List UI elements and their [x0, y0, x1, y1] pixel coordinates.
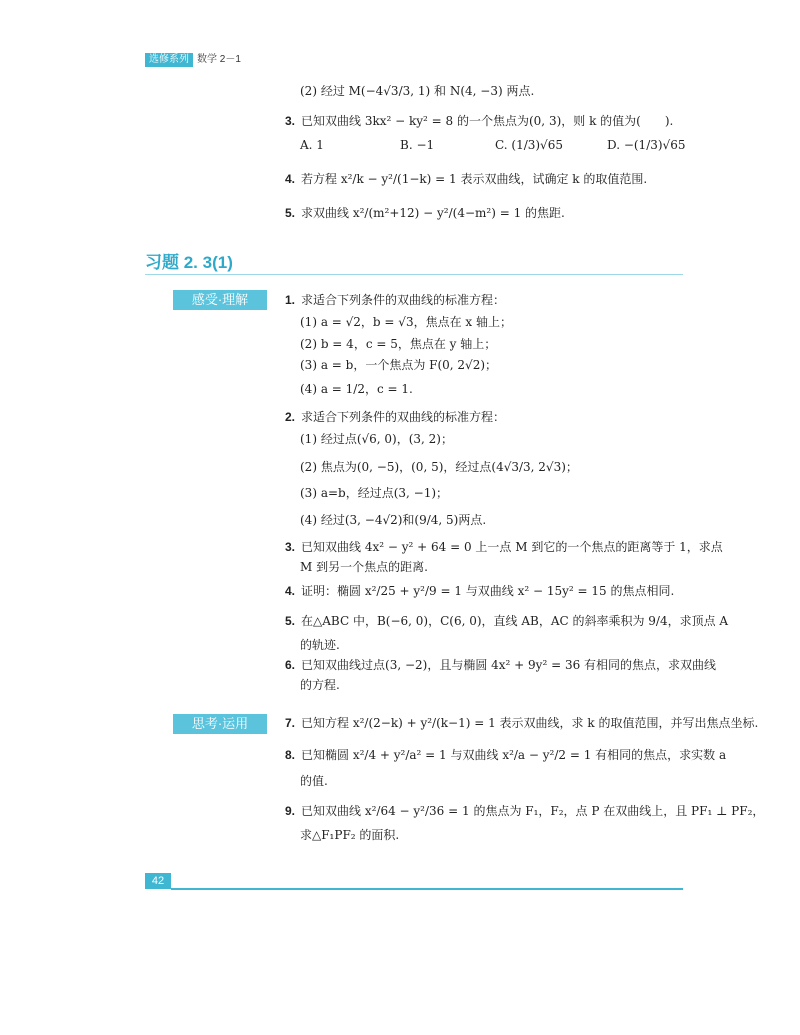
footer-divider: [171, 888, 683, 890]
exercise-text: 已知椭圆 x²/4 + y²/a² = 1 与双曲线 x²/a − y²/2 = 1 有相同的焦点，求实数 a: [301, 748, 727, 762]
option-b: B. −1: [400, 138, 435, 152]
exercise-9: [285, 802, 764, 820]
exercise-number: 4.: [285, 584, 296, 598]
exercise-4: [285, 582, 674, 600]
badge-understanding: 感受·理解: [173, 290, 267, 310]
question-number: 3.: [285, 114, 296, 128]
exercise-3-cont: M 到另一个焦点的距离.: [300, 560, 428, 574]
subject-label: 数学 2－1: [197, 54, 241, 65]
exercise-1-item: (3) a = b，一个焦点为 F(0, 2√2)；: [300, 358, 498, 372]
exercise-1-item: (4) a = 1/2，c = 1.: [300, 382, 413, 396]
exercise-text: 已知双曲线 x²/64 − y²/36 = 1 的焦点为 F₁，F₂，点 P 在双曲线上，且 PF₁ ⊥ PF₂，: [301, 804, 765, 818]
exercise-number: 3.: [285, 540, 296, 554]
exercise-number: 7.: [285, 716, 296, 730]
exercise-2: [285, 408, 505, 426]
exercise-6: [285, 656, 716, 674]
exercise-number: 6.: [285, 658, 296, 672]
top-item-2: (2) 经过 M(−4√3/3, 1) 和 N(4, −3) 两点.: [300, 84, 535, 98]
badge-application: 思考·运用: [173, 714, 267, 734]
exercise-number: 9.: [285, 804, 296, 818]
exercise-1-item: (2) b = 4，c = 5，焦点在 y 轴上；: [300, 337, 497, 351]
option-d: D. −(1/3)√65: [607, 138, 686, 152]
question-number: 4.: [285, 172, 296, 186]
option-c: C. (1/3)√65: [495, 138, 563, 152]
question-3-options: [300, 136, 685, 154]
exercise-text: 证明：椭圆 x²/25 + y²/9 = 1 与双曲线 x² − 15y² = 15 的焦点相同.: [301, 584, 675, 598]
exercise-2-item: (3) a=b，经过点(3, −1)；: [300, 486, 449, 500]
exercise-1-item: (1) a = √2，b = √3，焦点在 x 轴上；: [300, 315, 512, 329]
exercise-1: [285, 291, 505, 309]
exercise-5-cont: 的轨迹.: [300, 638, 340, 652]
section-divider: [145, 274, 683, 275]
exercise-9-cont: 求△F₁PF₂ 的面积.: [300, 828, 400, 842]
exercise-8: [285, 746, 726, 764]
question-4: [285, 170, 647, 188]
question-number: 5.: [285, 206, 296, 220]
exercise-number: 2.: [285, 410, 296, 424]
section-title: 习题 2. 3(1): [145, 253, 233, 272]
question-text: 已知双曲线 3kx² − ky² = 8 的一个焦点为(0, 3)，则 k 的值为( ).: [301, 114, 674, 128]
exercise-7: [285, 714, 758, 732]
exercise-5: [285, 612, 728, 630]
option-a: A. 1: [300, 138, 324, 152]
exercise-number: 8.: [285, 748, 296, 762]
page-number: 42: [145, 873, 171, 889]
exercise-text: 在△ABC 中，B(−6, 0)，C(6, 0)，直线 AB，AC 的斜率乘积为 9/4，求顶点 A: [301, 614, 729, 628]
exercise-text: 求适合下列条件的双曲线的标准方程：: [301, 293, 506, 307]
exercise-2-item: (1) 经过点(√6, 0)，(3, 2)；: [300, 432, 453, 446]
exercise-text: 求适合下列条件的双曲线的标准方程：: [301, 410, 506, 424]
question-5: [285, 204, 565, 222]
exercise-number: 1.: [285, 293, 296, 307]
exercise-2-item: (4) 经过(3, −4√2)和(9/4, 5)两点.: [300, 513, 487, 527]
exercise-8-cont: 的值.: [300, 774, 328, 788]
exercise-number: 5.: [285, 614, 296, 628]
exercise-2-item: (2) 焦点为(0, −5)，(0, 5)，经过点(4√3/3, 2√3)；: [300, 460, 578, 474]
header-tag: [145, 53, 241, 67]
exercise-text: 已知方程 x²/(2−k) + y²/(k−1) = 1 表示双曲线，求 k 的取值范围，并写出焦点坐标.: [301, 716, 759, 730]
exercise-6-cont: 的方程.: [300, 678, 340, 692]
question-text: 求双曲线 x²/(m²+12) − y²/(4−m²) = 1 的焦距.: [301, 206, 565, 220]
exercise-text: 已知双曲线 4x² − y² + 64 = 0 上一点 M 到它的一个焦点的距离等于 1，求点: [301, 540, 723, 554]
question-text: 若方程 x²/k − y²/(1−k) = 1 表示双曲线，试确定 k 的取值范围.: [301, 172, 648, 186]
question-3: [285, 112, 673, 130]
series-label: 选修系列: [145, 53, 193, 67]
exercise-text: 已知双曲线过点(3, −2)，且与椭圆 4x² + 9y² = 36 有相同的焦点，求双曲线: [301, 658, 717, 672]
exercise-3: [285, 538, 723, 556]
